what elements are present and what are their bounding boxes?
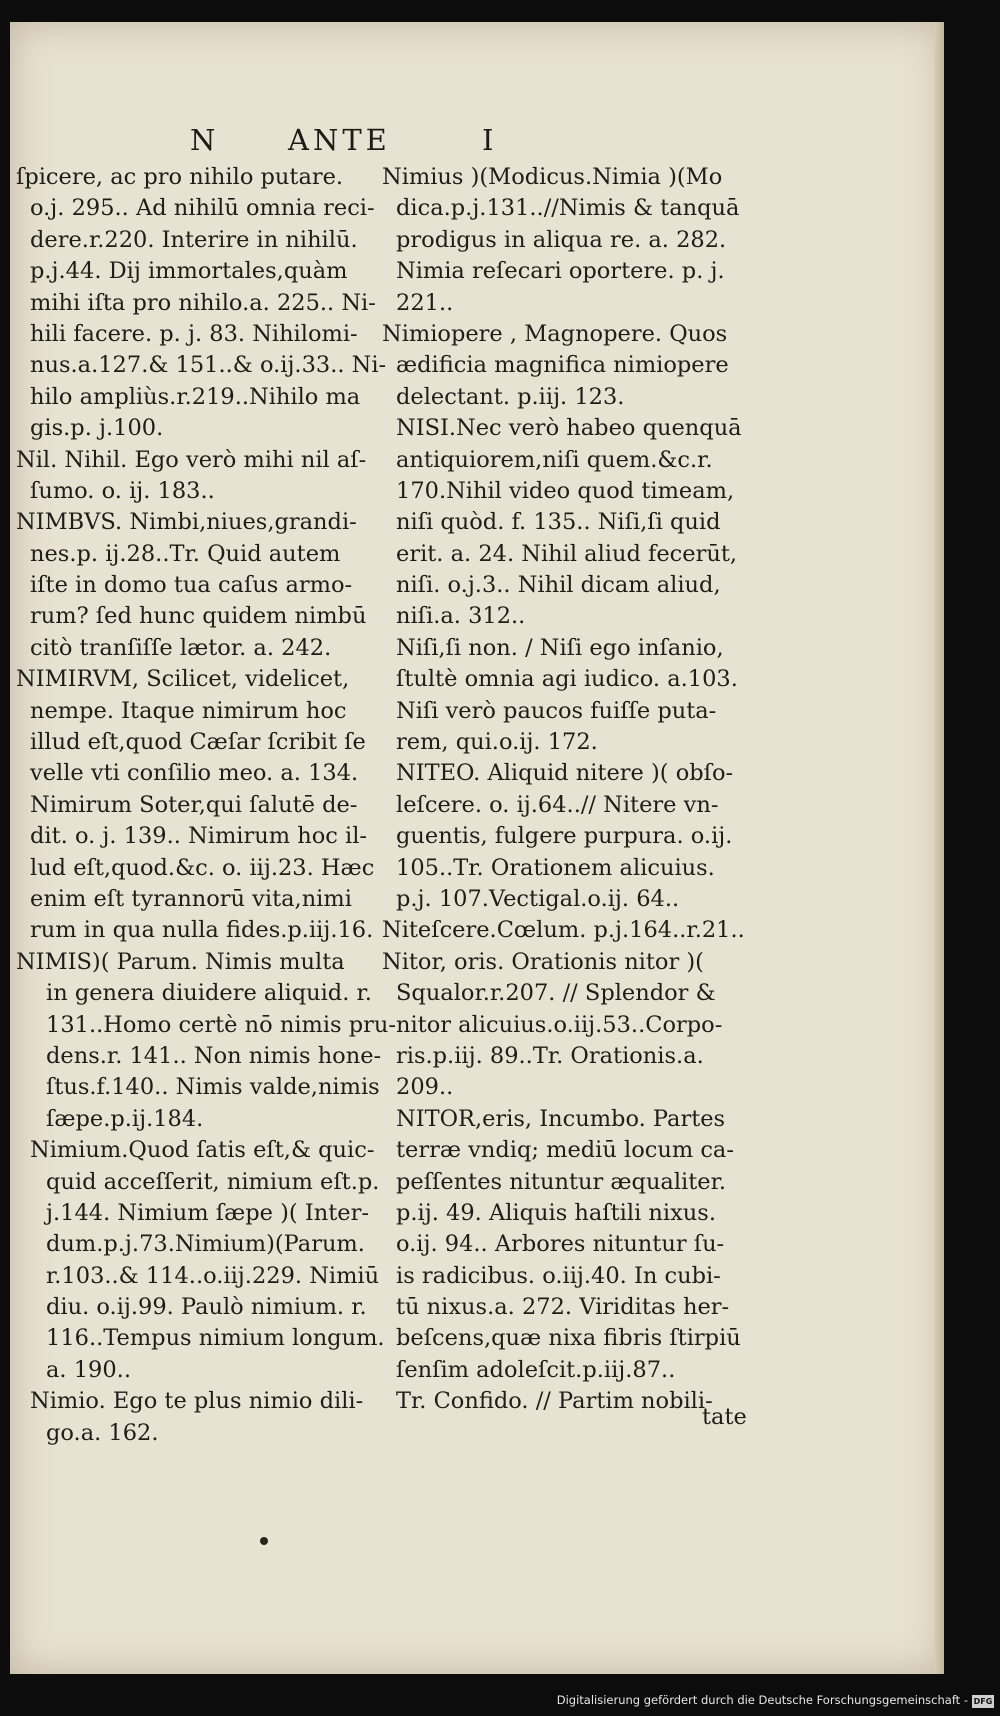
text-line: 116..Tempus nimium longum. [46,1325,385,1352]
dfg-logo: DFG [973,1697,993,1706]
text-line: beſcens,quæ nixa fibris ſtirpiū [396,1325,741,1352]
text-line: leſcere. o. ij.64..// Nitere vn- [396,791,719,818]
text-line: dens.r. 141.. Non nimis hone- [46,1042,382,1069]
entry-heading: Nimiopere , Magnopere. Quos [382,320,728,347]
entry-heading: NIMIS)( Parum. Nimis multa [16,948,345,975]
text-line: 221.. [396,289,454,316]
text-line: hili facere. p. j. 83. Nihilomi- [30,320,358,347]
text-line: quid acceſſerit, nimium eſt.p. [46,1168,380,1195]
footer-bar [0,1680,1000,1716]
text-line: Nimia reſecari oportere. p. j. [396,258,725,285]
text-line: ſtultè omnia agi iudico. a.103. [396,666,738,693]
text-line: dica.p.j.131..//Nimis & tanquā [396,195,740,222]
page-edge [934,22,944,1674]
text-line: p.j. 107.Vectigal.o.ij. 64.. [396,885,680,912]
text-line: 209.. [396,1074,454,1101]
text-line: dum.p.j.73.Nimium)(Parum. [46,1231,365,1258]
text-line: gis.p. j.100. [30,415,164,442]
entry-heading: Nimius )(Modicus.Nimia )(Mo [382,164,723,190]
entry-heading: NITEO. Aliquid nitere )( obſo- [396,760,734,787]
book-page [10,22,944,1674]
entry-heading: Niteſcere.Cœlum. p.j.164..r.21.. [382,917,745,944]
text-line: Squalor.r.207. // Splendor & [396,980,716,1007]
text-line: is radicibus. o.iij.40. In cubi- [396,1262,721,1289]
text-line: diu. o.ij.99. Paulò nimium. r. [46,1294,367,1321]
text-line: Niſi,ſi non. / Niſi ego inſanio, [396,634,724,661]
entry-heading: NISI.Nec verò habeo quenquā [396,415,742,442]
entry-heading: NIMIRVM, Scilicet, videlicet, [16,666,350,693]
text-line: Niſi verò paucos fuiſſe puta- [396,697,717,724]
header-letter-right: I [482,123,498,157]
text-line: go.a. 162. [46,1419,159,1446]
text-line: 131..Homo certè nō nimis pru- [46,1011,396,1038]
text-line: o.ij. 94.. Arbores nituntur ſu- [396,1231,725,1258]
text-line: a. 190.. [46,1356,131,1383]
entry-heading: Nil. Nihil. Ego verò mihi nil aſ- [16,446,367,473]
text-line: enim eſt tyrannorū vita,nimi [30,885,352,912]
text-line: 105..Tr. Orationem alicuius. [396,854,715,881]
text-line: rum in qua nulla fides.p.iij.16. [30,917,374,944]
text-line: citò tranſiſſe lætor. a. 242. [30,634,332,661]
text-line: iſte in domo tua caſus armo- [30,572,353,599]
header-letter: N [190,123,220,157]
text-line: p.j.44. Dij immortales,quàm [30,258,348,285]
text-line: r.103..& 114..o.iij.229. Nimiū [46,1262,380,1289]
text-line: nitor alicuius.o.iij.53..Corpo- [396,1011,723,1038]
text-line: ſæpe.p.ij.184. [46,1105,204,1132]
text-line: 170.Nihil video quod timeam, [396,477,735,504]
text-line: tū nixus.a. 272. Viriditas her- [396,1294,730,1321]
text-line: niſi.a. 312.. [396,603,526,630]
text-line: guentis, fulgere purpura. o.ij. [396,823,733,850]
text-line: ris.p.iij. 89..Tr. Orationis.a. [396,1042,704,1069]
funding-credit: Digitalisierung gefördert durch die Deutsche Forschungsgemeinschaft - [556,1693,968,1707]
entry-heading: Nitor, oris. Orationis nitor )( [382,948,704,975]
text-line: Tr. Confido. // Partim nobili- [396,1388,713,1415]
text-line: delectant. p.iij. 123. [396,383,625,410]
left-column [16,162,396,1449]
text-line: mihi iſta pro nihilo.a. 225.. Ni- [30,289,376,316]
text-line: velle vti conſilio meo. a. 134. [30,760,359,787]
text-line: dit. o. j. 139.. Nimirum hoc il- [30,823,368,850]
text-line: nes.p. ij.28..Tr. Quid autem [30,540,341,567]
text-line: nempe. Itaque nimirum hoc [30,697,347,724]
ink-dot [260,1537,268,1545]
text-line: antiquiorem,niſi quem.&c.r. [396,446,713,473]
text-line: hilo ampliùs.r.219..Nihilo ma [30,383,361,410]
text-line: dere.r.220. Interire in nihilū. [30,226,358,253]
text-line: rem, qui.o.ij. 172. [396,729,598,756]
text-line: ſpicere, ac pro nihilo putare. [16,164,344,190]
text-line: ſumo. o. ij. 183.. [30,477,215,504]
text-line: in genera diuidere aliquid. r. [46,980,372,1007]
entry-heading: Nimio. Ego te plus nimio dili- [30,1388,364,1415]
text-line: lud eſt,quod.&c. o. iij.23. Hæc [30,854,375,881]
catchword: tate [702,1404,747,1430]
entry-heading: NITOR,eris, Incumbo. Partes [396,1105,726,1132]
text-line: j.144. Nimium ſæpe )( Inter- [46,1199,369,1226]
text-line: o.j. 295.. Ad nihilū omnia reci- [30,195,375,222]
text-line: ſtus.f.140.. Nimis valde,nimis [46,1074,380,1101]
text-line: terræ vndiq; mediū locum ca- [396,1137,734,1164]
text-line: Nimirum Soter,qui ſalutē de- [30,791,358,818]
text-line: illud eſt,quod Cæſar ſcribit ſe [30,729,366,756]
text-line: prodigus in aliqua re. a. 282. [396,226,727,253]
text-line: niſi. o.j.3.. Nihil dicam aliud, [396,572,721,599]
text-line: erit. a. 24. Nihil aliud fecerūt, [396,540,738,567]
header-word: ANTE [288,123,391,157]
text-line: rum? ſed hunc quidem nimbū [30,603,367,630]
text-line: niſi quòd. f. 135.. Niſi,ſi quid [396,509,721,536]
entry-heading: NIMBVS. Nimbi,niues,grandi- [16,509,357,536]
text-line: p.ij. 49. Aliquis haſtili nixus. [396,1199,716,1226]
running-header [10,123,944,163]
text-line: ædificia magnifica nimiopere [396,352,729,379]
text-line: peſſentes nituntur æqualiter. [396,1168,727,1195]
right-column [382,162,762,1418]
text-line: ſenſim adoleſcit.p.iij.87.. [396,1356,676,1383]
text-line: nus.a.127.& 151..& o.ij.33.. Ni- [30,352,387,379]
entry-heading: Nimium.Quod ſatis eſt,& quic- [30,1137,375,1164]
